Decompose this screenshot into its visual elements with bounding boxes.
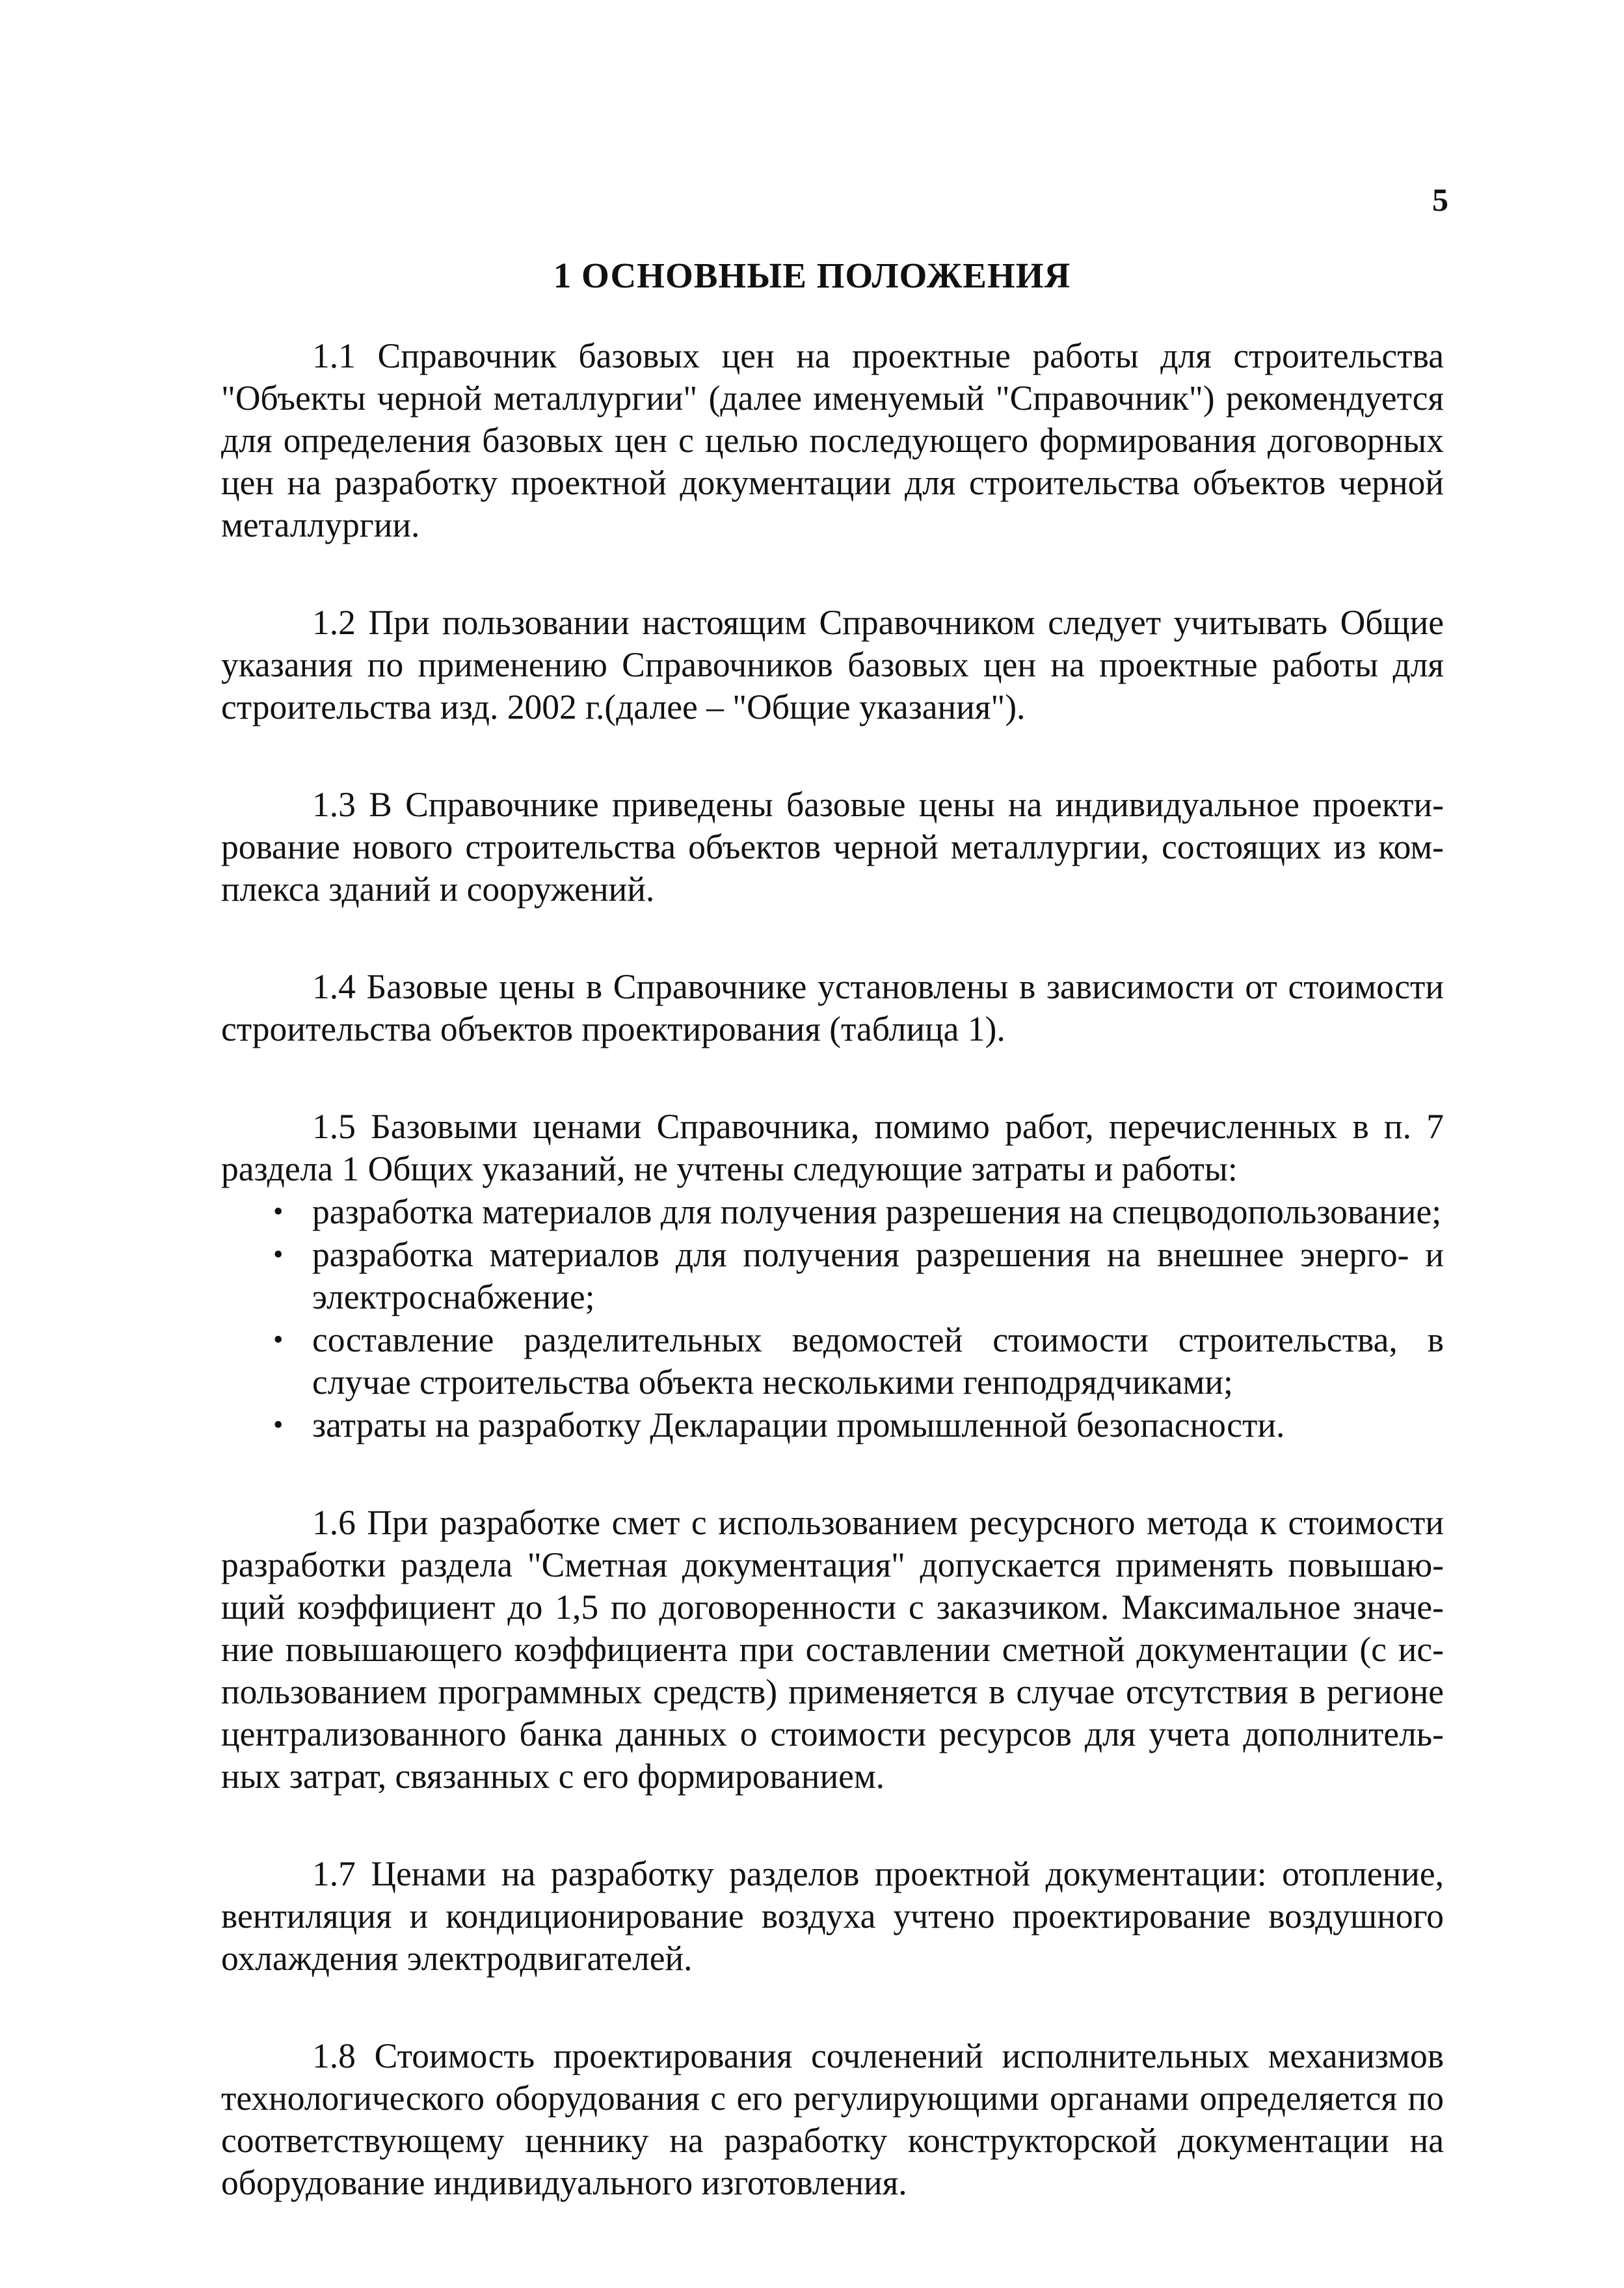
- list-item: [221, 1190, 1444, 1233]
- paragraph-1-4: 1.4 Базовые цены в Справочнике установлены в зависимости от стоимости строительства объектов проектирования (таблица 1).: [221, 967, 1444, 1048]
- paragraph-1-6: 1.6 При разработке смет с использованием ресурсного метода к стоимости разработки раздела "Сметная документация" допускается применять повышающий коэффициент до 1,5 по договоренности с заказчиком. Максимальное значение повышающего коэффициента при составлении сметной документации (с использованием программных средств) применяется в случае отсутствия в регионе централизованного банка данных о стоимости ресурсов для учета дополнительных затрат, связанных с его формированием.: [221, 1503, 1444, 1796]
- bullet-icon: •: [273, 1324, 284, 1355]
- paragraph-1-1: 1.1 Справочник базовых цен на проектные работы для строительства "Объекты черной металлургии" (далее именуемый "Справочник") рекомендуется для определения базовых цен с целью последующего формирования договорных цен на разработку проектной документации для строительства объектов черной металлургии.: [221, 336, 1444, 544]
- document-body: [221, 335, 1444, 2204]
- list-item-text: составление разделительных ведомостей стоимости строительства, в случае строительства объекта несколькими генподрядчиками;: [312, 1320, 1444, 1402]
- list-item-text: разработка материалов для получения разрешения на внешнее энерго- и электроснабжение;: [312, 1235, 1444, 1316]
- paragraph-1-3: 1.3 В Справочнике приведены базовые цены на индивидуальное проектирование нового строительства объектов черной металлургии, состоящих из комплекса зданий и сооружений.: [221, 785, 1444, 909]
- bullet-icon: •: [273, 1238, 284, 1270]
- exclusions-list: [221, 1190, 1444, 1446]
- paragraph-1-5-intro: 1.5 Базовыми ценами Справочника, помимо работ, перечисленных в п. 7 раздела 1 Общих указаний, не учтены следующие затраты и работы:: [221, 1107, 1444, 1188]
- paragraph-1-7: 1.7 Ценами на разработку разделов проектной документации: отопление, вентиляция и кондиционирование воздуха учтено проектирование воздушного охлаждения электродвигателей.: [221, 1854, 1444, 1978]
- list-item-text: разработка материалов для получения разрешения на спецводопользование;: [312, 1192, 1442, 1231]
- list-item: [221, 1233, 1444, 1318]
- list-item: [221, 1318, 1444, 1403]
- page-number: 5: [1432, 181, 1448, 218]
- bullet-icon: •: [273, 1195, 284, 1227]
- paragraph-1-8: 1.8 Стоимость проектирования сочленений исполнительных механизмов технологического оборудования с его регулирующими органами определяется по соответствующему ценнику на разработку конструкторской документации на оборудование индивидуального изготовления.: [221, 2036, 1444, 2202]
- paragraph-1-2: 1.2 При пользовании настоящим Справочником следует учитывать Общие указания по применению Справочников базовых цен на проектные работы для строительства изд. 2002 г.(далее – "Общие указания").: [221, 603, 1444, 726]
- bullet-icon: •: [273, 1409, 284, 1441]
- page-title: 1 ОСНОВНЫЕ ПОЛОЖЕНИЯ: [553, 256, 1071, 295]
- list-item: [221, 1403, 1444, 1446]
- list-item-text: затраты на разработку Декларации промышленной безопасности.: [312, 1405, 1285, 1444]
